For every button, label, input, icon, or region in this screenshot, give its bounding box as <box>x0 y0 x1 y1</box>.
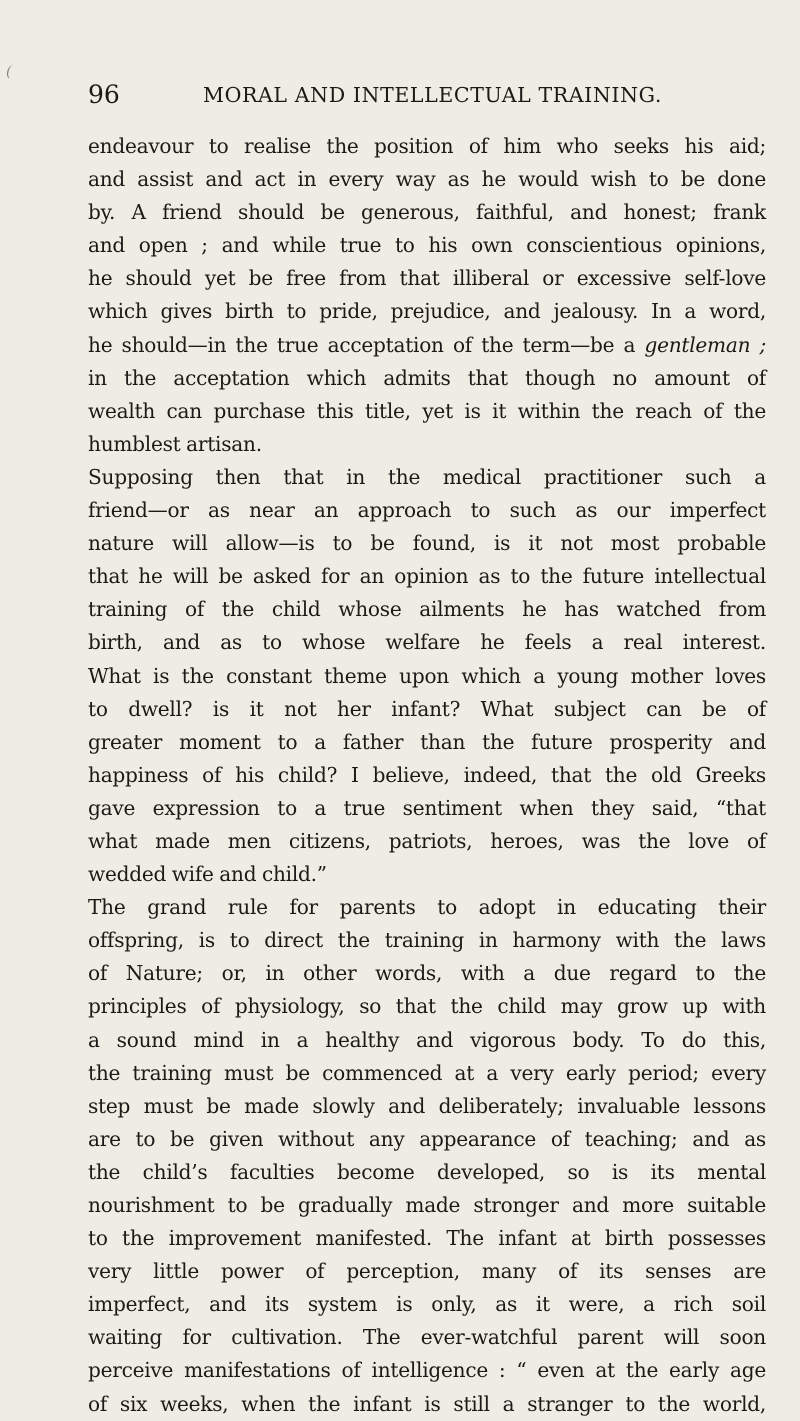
text-line: the training must be commenced at a very early period; every <box>88 1060 766 1085</box>
paragraph-end-line: humblest artisan. <box>88 431 262 456</box>
paragraph-start-line: Supposing then that in the medical practitioner such a <box>88 464 766 489</box>
text-line: training of the child whose ailments he has watched from <box>88 597 766 622</box>
text-line: friend—or as near an approach to such as our imperfect <box>88 498 766 523</box>
text-line: gave expression to a true sentiment when they said, “that <box>88 795 766 820</box>
text-line: wealth can purchase this title, yet is it within the reach of the <box>88 398 766 423</box>
paragraph-end-line: wedded wife and child.” <box>88 862 327 887</box>
body-text <box>88 130 766 1421</box>
text-line: of six weeks, when the infant is still a stranger to the world, <box>88 1391 766 1416</box>
text-line: he should yet be free from that illiberal or excessive self-love <box>88 266 766 291</box>
text-line: principles of physiology, so that the child may grow up with <box>88 994 766 1019</box>
text-line: what made men citizens, patriots, heroes, was the love of <box>88 828 766 853</box>
running-title: MORAL AND INTELLECTUAL TRAINING. <box>203 83 663 107</box>
text-line: birth, and as to whose welfare he feels a real interest. <box>88 630 766 655</box>
text-line: nourishment to be gradually made stronger and more suitable <box>88 1193 766 1217</box>
text-line: are to be given without any appearance of teaching; and as <box>88 1126 766 1151</box>
text-line: to dwell? is it not her infant? What subject can be of <box>88 696 766 721</box>
text-line: a sound mind in a healthy and vigorous body. To do this, <box>88 1027 766 1052</box>
text-line: that he will be asked for an opinion as to the future intellectual <box>88 564 766 589</box>
page-number: 96 <box>88 80 120 109</box>
text-line: the child’s faculties become developed, so is its mental <box>88 1159 766 1184</box>
text-line: very little power of perception, many of its senses are <box>88 1259 766 1284</box>
text-line: endeavour to realise the position of him who seeks his aid; <box>88 134 766 158</box>
paragraph-start-line: The grand rule for parents to adopt in educating their <box>88 895 766 920</box>
text-line: waiting for cultivation. The ever-watchful parent will soon <box>88 1325 766 1350</box>
text-line: What is the constant theme upon which a young mother loves <box>88 663 766 688</box>
text-line: step must be made slowly and deliberately; invaluable lessons <box>88 1093 766 1118</box>
text-line-with-italic <box>88 329 766 362</box>
text-line: which gives birth to pride, prejudice, and jealousy. In a word, <box>88 299 766 324</box>
text-line: offspring, is to direct the training in harmony with the laws <box>88 928 766 953</box>
text-line: perceive manifestations of intelligence : “ even at the early age <box>88 1358 766 1383</box>
text-line: by. A friend should be generous, faithful, and honest; frank <box>88 200 766 225</box>
text-line: and assist and act in every way as he would wish to be done <box>88 167 766 192</box>
margin-mark: ( <box>6 64 12 80</box>
running-head <box>88 80 768 114</box>
text-line: nature will allow—is to be found, is it not most probable <box>88 531 766 556</box>
text-line: of Nature; or, in other words, with a due regard to the <box>88 961 766 986</box>
text-line: greater moment to a father than the future prosperity and <box>88 729 766 754</box>
text-line: and open ; and while true to his own conscientious opinions, <box>88 233 766 258</box>
text-line: in the acceptation which admits that though no amount of <box>88 365 766 390</box>
text-line: happiness of his child? I believe, indeed, that the old Greeks <box>88 762 766 787</box>
text-line: to the improvement manifested. The infant at birth possesses <box>88 1226 766 1251</box>
italic-gentleman: gentleman ; <box>644 332 766 357</box>
text-line: imperfect, and its system is only, as it were, a rich soil <box>88 1292 766 1317</box>
text-fragment: he should—in the true acceptation of the term—be a <box>88 332 636 357</box>
